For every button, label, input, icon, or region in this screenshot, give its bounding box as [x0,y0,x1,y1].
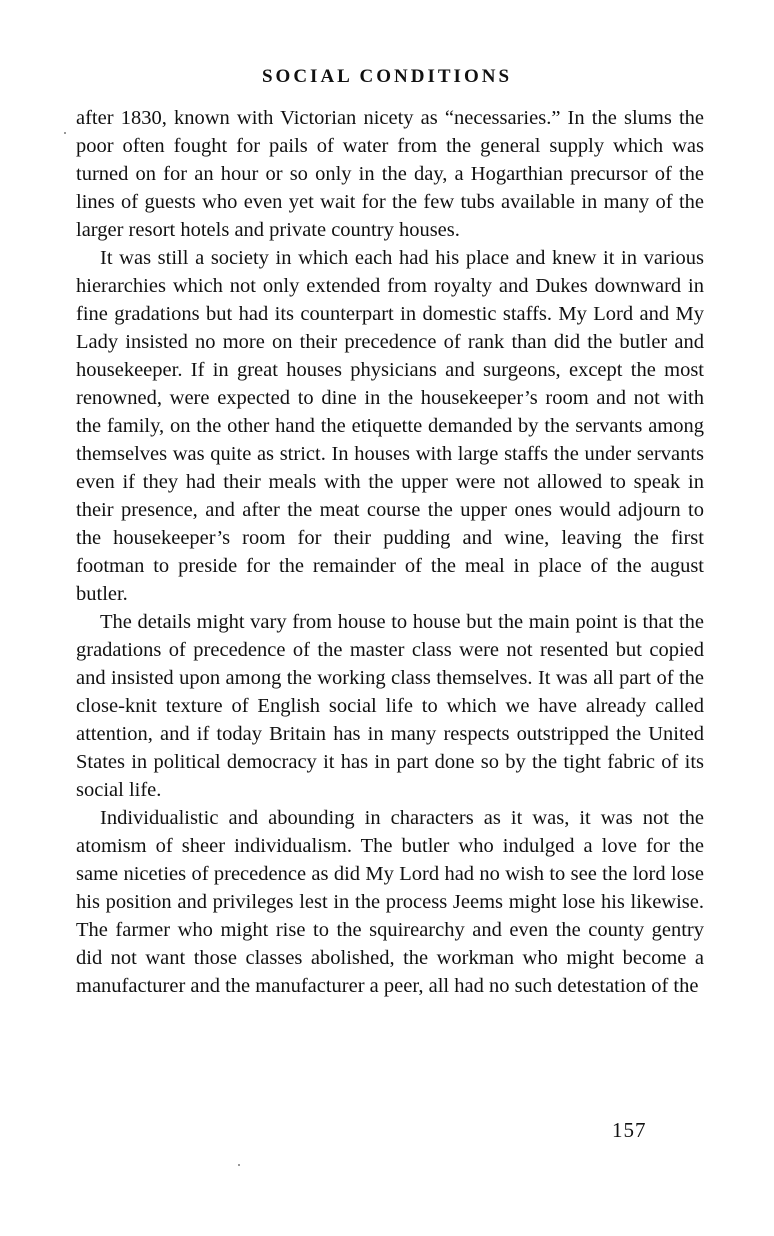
paragraph-1: after 1830, known with Victorian nicety as “necessaries.” In the slums the poor often fought for pails of water from the general supply which was turned on for an hour or so only in the day, a Hogarthian precursor of the lines of guests who even yet wait for the few tubs available in many of the larger resort hotels and private country houses. [76,107,704,241]
paragraph-4: Individualistic and abounding in characters as it was, it was not the atomism of sheer individualism. The butler who indulged a love for the same niceties of precedence as did My Lord had no wish to see the lord lose his position and privileges lest in the process Jeems might lose his likewise. The farmer who might rise to the squirearchy and even the county gentry did not want those classes abolished, the workman who might become a manufacturer and the manufacturer a peer, all had no such detestation of the [76,807,704,997]
body-text [76,104,704,1000]
paragraph-2: It was still a society in which each had his place and knew it in various hierarchies which not only extended from royalty and Dukes downward in fine gradations but had its counterpart in domestic staffs. My Lord and My Lady insisted no more on their precedence of rank than did the butler and housekeeper. If in great houses physicians and surgeons, except the most renowned, were expected to dine in the housekeeper’s room and not with the family, on the other hand the etiquette demanded by the servants among themselves was quite as strict. In houses with large staffs the under servants even if they had their meals with the upper were not allowed to speak in their presence, and after the meat course the upper ones would adjourn to the housekeeper’s room for their pudding and wine, leaving the first footman to preside for the remainder of the meal in place of the august butler. [76,247,704,605]
scan-speck [238,1164,240,1166]
running-head: SOCIAL CONDITIONS [261,66,513,87]
page-number: 157 [612,1118,647,1142]
scan-speck [64,132,66,134]
paragraph-3: The details might vary from house to house but the main point is that the gradations of precedence of the master class were not resented but copied and insisted upon among the working class themselves. It was all part of the close-knit texture of English social life to which we have already called attention, and if today Britain has in many respects outstripped the United States in political democracy it has in part done so by the tight fabric of its social life. [76,611,704,801]
